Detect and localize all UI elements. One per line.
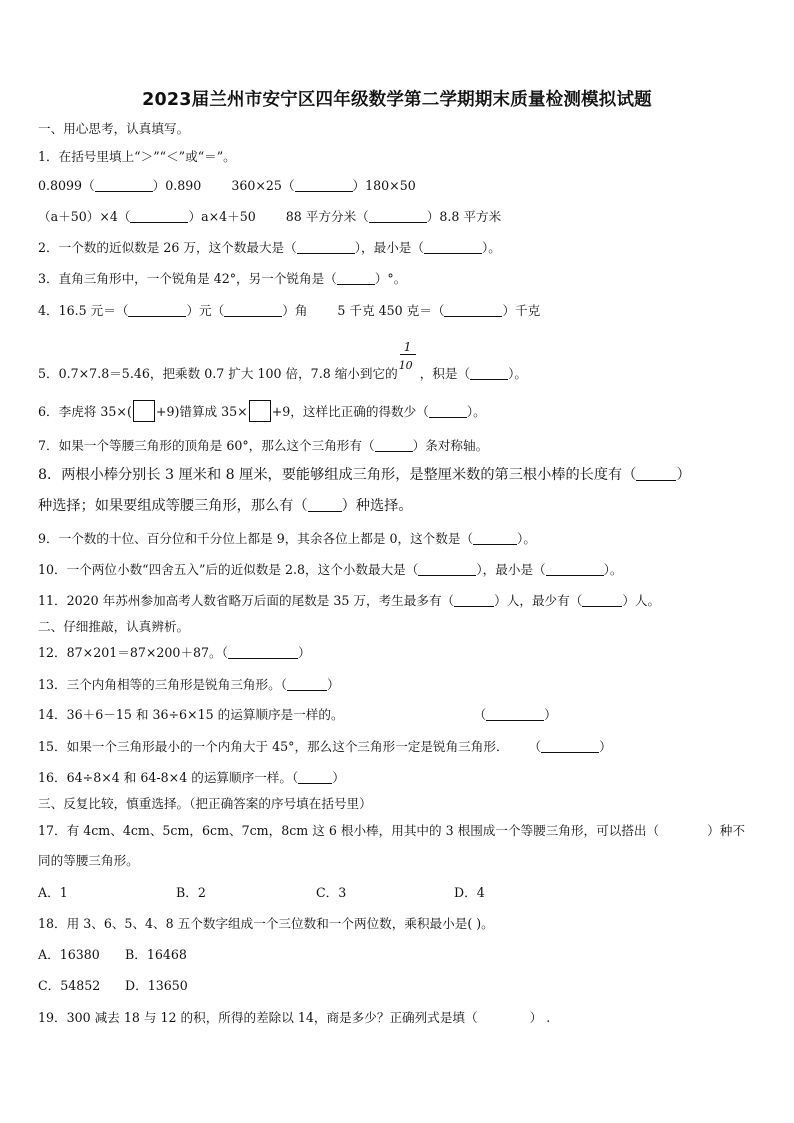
q5-fraction-denominator: 10 <box>398 359 413 372</box>
q14-text-1: 14．36＋6－15 和 36÷6×15 的运算顺序是一样的。 <box>38 707 344 722</box>
question-17-line-1 <box>38 822 745 840</box>
question-16 <box>38 769 345 787</box>
q6-text-2: +9)错算成 35× <box>155 404 248 419</box>
question-14 <box>38 706 557 724</box>
question-8-line-2 <box>38 497 413 515</box>
q16-text-2: ） <box>332 770 345 785</box>
question-7 <box>38 437 488 455</box>
q11-blank-1[interactable] <box>454 593 494 607</box>
q7-blank[interactable] <box>375 438 413 452</box>
q17-text-2: ）种不 <box>707 823 745 838</box>
q15-text-1: 15．如果一个三角形最小的一个内角大于 45°，那么这个三角形一定是锐角三角形． <box>38 739 509 754</box>
q11-text-1: 11．2020 年苏州参加高考人数省略万后面的尾数是 35 万，考生最多有（ <box>38 593 455 608</box>
section-2-heading: 二、仔细推敲，认真辨析。 <box>38 619 190 634</box>
question-11 <box>38 592 660 610</box>
q17-option-a[interactable]: A．1 <box>38 885 68 900</box>
question-17-options <box>38 884 485 902</box>
q14-blank[interactable] <box>486 707 544 721</box>
q1-a-left: 0.8099（ <box>38 178 95 193</box>
section-1-heading: 一、用心思考，认真填写。 <box>38 121 190 136</box>
question-18-options-row-2 <box>38 977 188 995</box>
question-1-stem: 1．在括号里填上“＞”“＜”或“＝”。 <box>38 149 236 164</box>
q18-option-c[interactable]: C．54852 <box>38 978 101 993</box>
q8-text-1: 8．两根小棒分别长 3 厘米和 8 厘米，要能够组成三角形，是整厘米数的第三根小棒的长度有（ <box>38 467 637 483</box>
q15-blank[interactable] <box>541 739 599 753</box>
q8-blank-1[interactable] <box>636 467 676 481</box>
q2-text-2: ），最小是（ <box>354 240 424 255</box>
q1-c-right: ）a×4＋50 <box>188 209 256 224</box>
question-4 <box>38 302 540 320</box>
q15-text-3: ） <box>599 739 612 754</box>
question-18-stem: 18．用 3、6、5、4、8 五个数字组成一个三位数和一个两位数，乘积最小是( )。 <box>38 916 494 931</box>
question-17-line-2: 同的等腰三角形。 <box>38 853 139 868</box>
q2-blank-1[interactable] <box>297 240 355 254</box>
q9-text-2: ）。 <box>517 531 536 546</box>
q14-text-2: （ <box>473 707 487 722</box>
question-5 <box>38 340 527 383</box>
q4-text-2: ）元（ <box>186 303 225 318</box>
q10-text-3: ）。 <box>603 562 623 577</box>
q12-text-2: ） <box>297 645 311 660</box>
q1-d-left: 88 平方分米（ <box>285 209 369 224</box>
q2-blank-2[interactable] <box>424 240 482 254</box>
q13-text-1: 13．三个内角相等的三角形是锐角三角形。（ <box>38 677 288 692</box>
q12-text-1: 12．87×201＝87×200＋87。（ <box>38 645 228 660</box>
q3-text-1: 3．直角三角形中，一个锐角是 42°，另一个锐角是（ <box>38 271 337 286</box>
q1-d-right: ）8.8 平方米 <box>426 209 502 224</box>
q4-blank-3[interactable] <box>444 303 502 317</box>
q5-text-1: 5．0.7×7.8＝5.46，把乘数 0.7 扩大 100 倍，7.8 缩小到它的 <box>38 366 398 381</box>
q5-text-3: ）。 <box>508 366 527 381</box>
q12-blank[interactable] <box>228 645 298 659</box>
q2-text-3: ）。 <box>482 240 501 255</box>
q1-c-left: （a＋50）×4（ <box>38 209 131 224</box>
q17-option-c[interactable]: C．3 <box>316 885 347 900</box>
q5-blank[interactable] <box>470 366 508 380</box>
q19-text-1: 19．300 减去 18 与 12 的积，所得的差除以 14，商是多少？正确列式是填（ <box>38 1010 478 1025</box>
q11-text-2: ）人，最少有（ <box>494 593 583 608</box>
q1-c-blank[interactable] <box>130 209 188 223</box>
q13-blank[interactable] <box>287 677 327 691</box>
q11-text-3: ）人。 <box>622 593 661 608</box>
q11-blank-2[interactable] <box>582 593 622 607</box>
q5-fraction-numerator: 1 <box>403 340 412 354</box>
q3-text-2: ）°。 <box>374 271 407 286</box>
q1-d-blank[interactable] <box>369 209 427 223</box>
q16-text-1: 16．64÷8×4 和 64-8×4 的运算顺序一样。（ <box>38 770 299 785</box>
question-10 <box>38 561 623 579</box>
question-13 <box>38 676 340 694</box>
q8-text-4: ）种选择。 <box>341 498 413 514</box>
q1-b-right: ）180×50 <box>352 178 416 193</box>
q1-b-left: 360×25（ <box>231 178 295 193</box>
q8-text-2: ） <box>676 467 691 483</box>
question-8-line-1 <box>38 466 691 484</box>
q4-text-5: ）千克 <box>502 303 541 318</box>
q1-b-blank[interactable] <box>295 178 353 192</box>
q6-box-2[interactable] <box>249 400 271 422</box>
q4-text-3: ）角 <box>282 303 308 318</box>
q6-text-4: ）。 <box>466 404 486 419</box>
question-18-options-row-1 <box>38 946 187 964</box>
q6-box-1[interactable] <box>133 400 155 422</box>
q10-text-1: 10．一个两位小数“四舍五入”后的近似数是 2.8，这个小数最大是（ <box>38 562 419 577</box>
q6-blank[interactable] <box>429 404 467 418</box>
q18-option-b[interactable]: B．16468 <box>125 947 187 962</box>
q18-option-a[interactable]: A．16380 <box>38 947 100 962</box>
section-3-heading: 三、反复比较，慎重选择。（把正确答案的序号填在括号里） <box>38 796 372 811</box>
question-15 <box>38 738 612 756</box>
q8-text-3: 种选择；如果要组成等腰三角形，那么有（ <box>38 498 308 514</box>
q4-text-1: 4．16.5 元＝（ <box>38 303 129 318</box>
q6-text-1: 6．李虎将 35×( <box>38 404 132 419</box>
q17-option-b[interactable]: B．2 <box>176 885 206 900</box>
question-1-row-2 <box>38 208 501 226</box>
q15-text-2: （ <box>528 739 542 754</box>
question-19 <box>38 1009 550 1027</box>
q2-text-1: 2．一个数的近似数是 26 万，这个数最大是（ <box>38 240 297 255</box>
q9-blank[interactable] <box>473 531 517 545</box>
q7-text-1: 7．如果一个等腰三角形的顶角是 60°，那么这个三角形有（ <box>38 438 375 453</box>
q4-text-4: 5 千克 450 克＝（ <box>337 303 445 318</box>
q5-text-2: ，积是（ <box>419 366 471 381</box>
q4-blank-2[interactable] <box>224 303 282 317</box>
question-2 <box>38 239 501 257</box>
q18-option-d[interactable]: D．13650 <box>125 978 188 993</box>
q4-blank-1[interactable] <box>128 303 186 317</box>
question-12 <box>38 644 311 662</box>
q19-text-2: ） . <box>529 1010 551 1025</box>
q13-text-2: ） <box>327 677 340 692</box>
page-title: 2023届兰州市安宁区四年级数学第二学期期末质量检测模拟试题 <box>142 90 652 110</box>
q1-a-blank[interactable] <box>95 178 153 192</box>
q17-option-d[interactable]: D．4 <box>454 885 485 900</box>
q10-blank-1[interactable] <box>418 562 476 576</box>
q16-blank[interactable] <box>298 770 332 784</box>
q9-text-1: 9．一个数的十位、百分位和千分位上都是 9，其余各位上都是 0，这个数是（ <box>38 531 474 546</box>
q3-blank[interactable] <box>337 271 375 285</box>
question-9 <box>38 530 536 548</box>
question-3 <box>38 270 406 288</box>
question-1-row-1 <box>38 177 416 195</box>
q7-text-2: ）条对称轴。 <box>412 438 489 453</box>
q10-text-2: ），最小是（ <box>476 562 546 577</box>
q6-text-3: +9，这样比正确的得数少（ <box>271 404 429 419</box>
q1-a-right: ）0.890 <box>152 178 202 193</box>
q14-text-3: ） <box>544 707 557 722</box>
q8-blank-2[interactable] <box>308 498 342 512</box>
q10-blank-2[interactable] <box>546 562 604 576</box>
q17-text-1: 17．有 4cm、4cm、5cm，6cm、7cm，8cm 这 6 根小棒，用其中的 3 根围成一个等腰三角形，可以搭出（ <box>38 823 660 838</box>
question-6 <box>38 400 486 422</box>
q5-fraction <box>398 340 420 378</box>
